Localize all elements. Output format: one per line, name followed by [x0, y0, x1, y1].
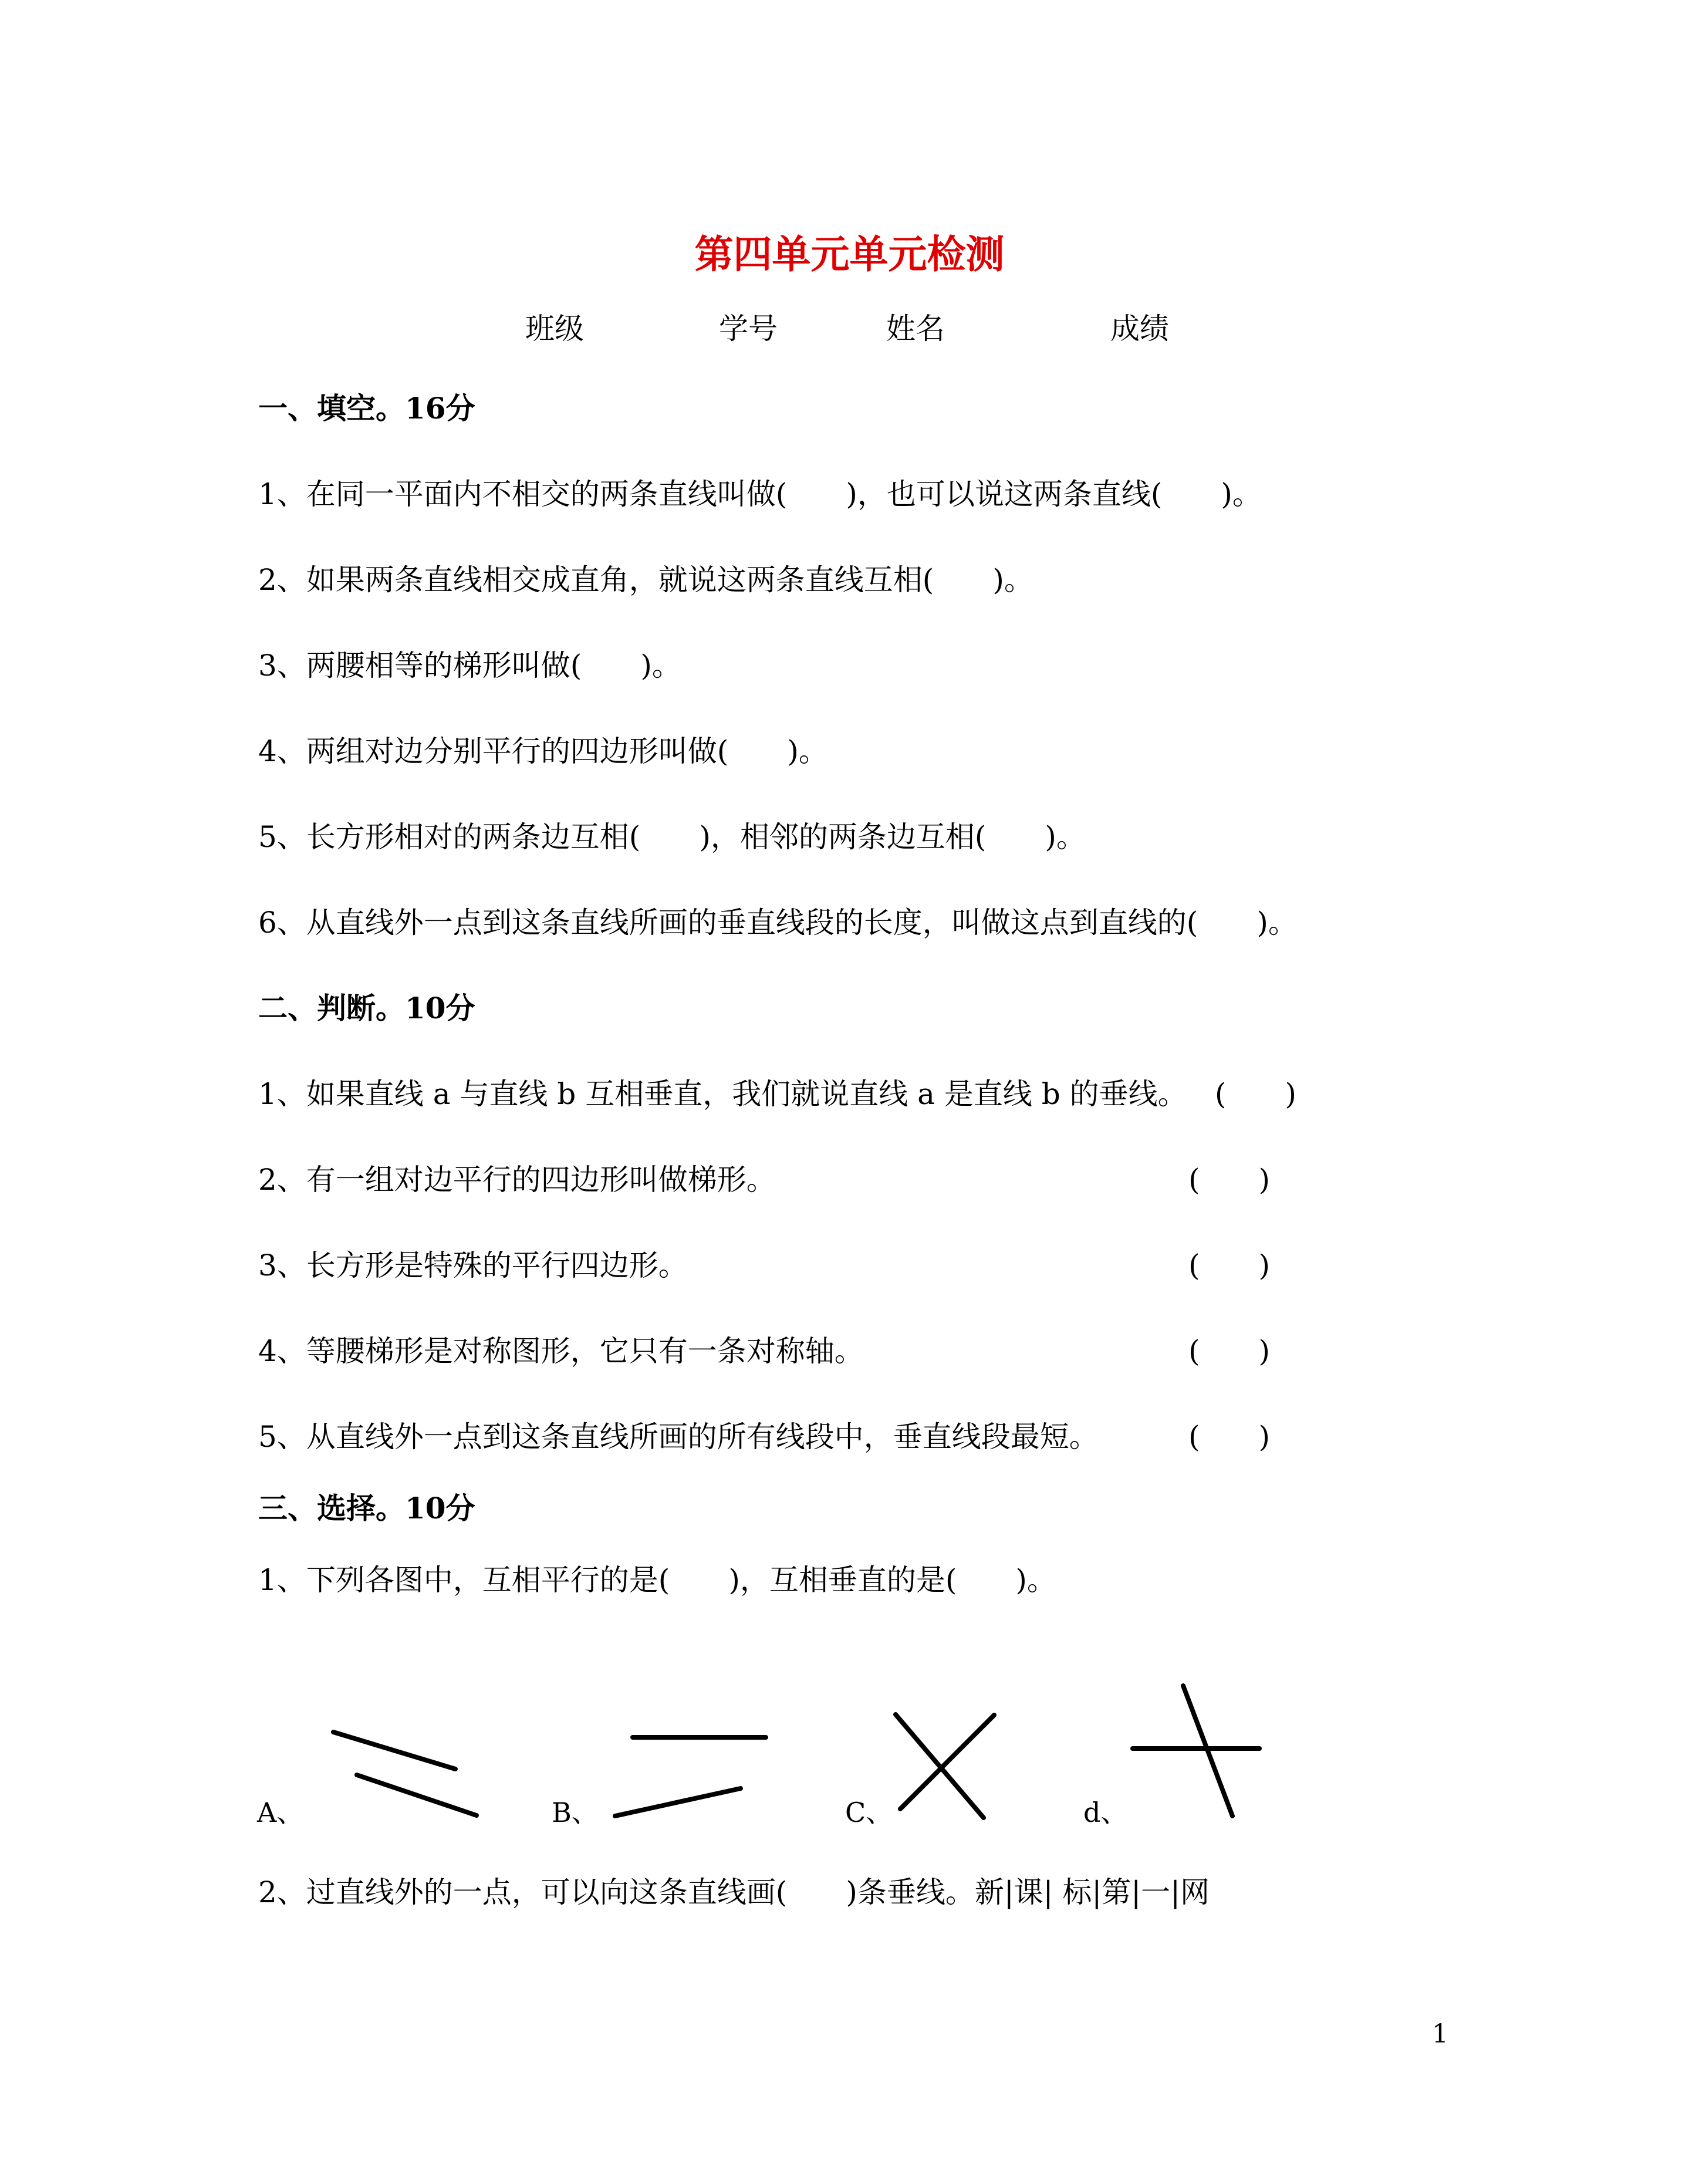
option-c-label: C、 — [845, 1797, 893, 1828]
judge-question-3: 3、长方形是特殊的平行四边形。 — [258, 1248, 688, 1282]
score-label: 成绩 — [1110, 312, 1169, 346]
fill-question-4: 4、两组对边分别平行的四边形叫做( )。 — [258, 734, 828, 768]
judge-answer-2: ( ) — [1188, 1163, 1271, 1197]
judge-question-4: 4、等腰梯形是对称图形，它只有一条对称轴。 — [258, 1334, 864, 1368]
section-fill-blank-heading: 一、填空。16分 — [258, 391, 475, 426]
choice-question-2: 2、过直线外的一点，可以向这条直线画( )条垂线。新|课| 标|第|一|网 — [258, 1875, 1210, 1909]
section-choice-heading: 三、选择。10分 — [258, 1491, 475, 1525]
judge-question-1: 1、如果直线 a 与直线 b 互相垂直，我们就说直线 a 是直线 b 的垂线。 — [258, 1077, 1187, 1111]
option-d-label: d、 — [1083, 1797, 1128, 1828]
fill-question-6: 6、从直线外一点到这条直线所画的垂直线段的长度，叫做这点到直线的( )。 — [258, 906, 1298, 940]
page-number: 1 — [1432, 2019, 1448, 2049]
option-b-label: B、 — [552, 1797, 599, 1828]
figure-d-perpendicular-lines — [1133, 1686, 1259, 1816]
option-a-label: A、 — [257, 1797, 304, 1828]
fill-question-2: 2、如果两条直线相交成直角，就说这两条直线互相( )。 — [258, 563, 1033, 597]
judge-answer-3: ( ) — [1188, 1248, 1271, 1282]
choice-question-1: 1、下列各图中，互相平行的是( )，互相垂直的是( )。 — [258, 1563, 1056, 1597]
page-title: 第四单元单元检测 — [694, 231, 1005, 277]
figure-a-parallel-lines — [333, 1732, 477, 1815]
student-name-label: 姓名 — [886, 312, 945, 346]
judge-answer-5: ( ) — [1188, 1420, 1271, 1454]
figure-c-intersecting-lines — [896, 1714, 994, 1818]
fill-question-5: 5、长方形相对的两条边互相( )，相邻的两条边互相( )。 — [258, 820, 1086, 854]
judge-answer-4: ( ) — [1188, 1334, 1271, 1368]
judge-question-2: 2、有一组对边平行的四边形叫做梯形。 — [258, 1163, 776, 1197]
fill-question-1: 1、在同一平面内不相交的两条直线叫做( )，也可以说这两条直线( )。 — [258, 477, 1262, 511]
section-judge-heading: 二、判断。10分 — [258, 991, 475, 1025]
judge-answer-1: ( ) — [1215, 1077, 1297, 1111]
class-label: 班级 — [525, 312, 584, 346]
fill-question-3: 3、两腰相等的梯形叫做( )。 — [258, 649, 681, 683]
student-number-label: 学号 — [719, 312, 778, 346]
figure-b-lines — [615, 1737, 766, 1816]
judge-question-5: 5、从直线外一点到这条直线所画的所有线段中，垂直线段最短。 — [258, 1420, 1099, 1454]
